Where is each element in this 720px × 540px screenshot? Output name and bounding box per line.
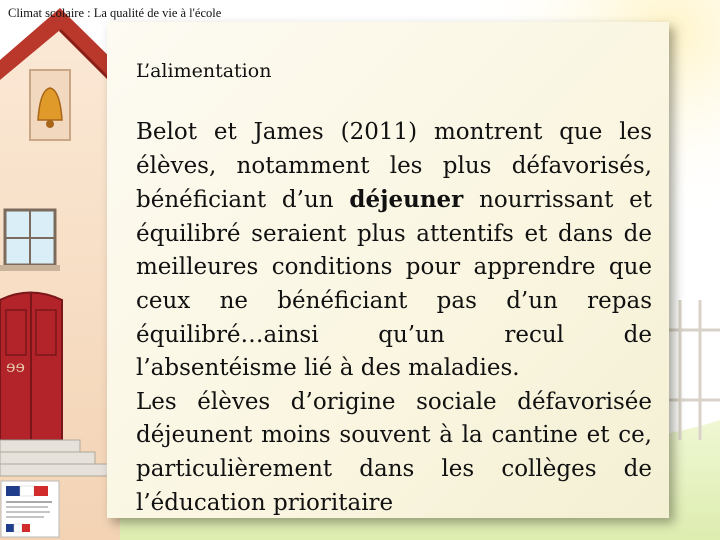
paragraph-1-bold: déjeuner: [349, 186, 464, 214]
paragraph-1: [136, 116, 652, 386]
paragraph-2: Les élèves d’origine sociale défavorisée déjeunent moins souvent à la cantine et ce, particulièrement dans les collèges de l’éducation prioritaire: [136, 388, 652, 516]
paragraph-1-before: Belot et James (2011) montrent que les élèves, notamment les plus défavorisés, bénéficiant d’un: [136, 119, 652, 214]
svg-text:ɘɘ: ɘɘ: [6, 357, 25, 376]
presentation-title: Climat scolaire : La qualité de vie à l'école: [8, 6, 222, 20]
paragraph-1-after: nourrissant et équilibré seraient plus attentifs et dans de meilleures conditions pour apprendre que ceux ne bénéficiant pas d’un repas équilibré…ainsi qu’un recul de l’absentéisme lié à des maladies.: [136, 187, 652, 382]
ministry-logo: [0, 480, 60, 538]
section-title: L’alimentation: [136, 60, 272, 82]
body-text: [136, 116, 652, 520]
